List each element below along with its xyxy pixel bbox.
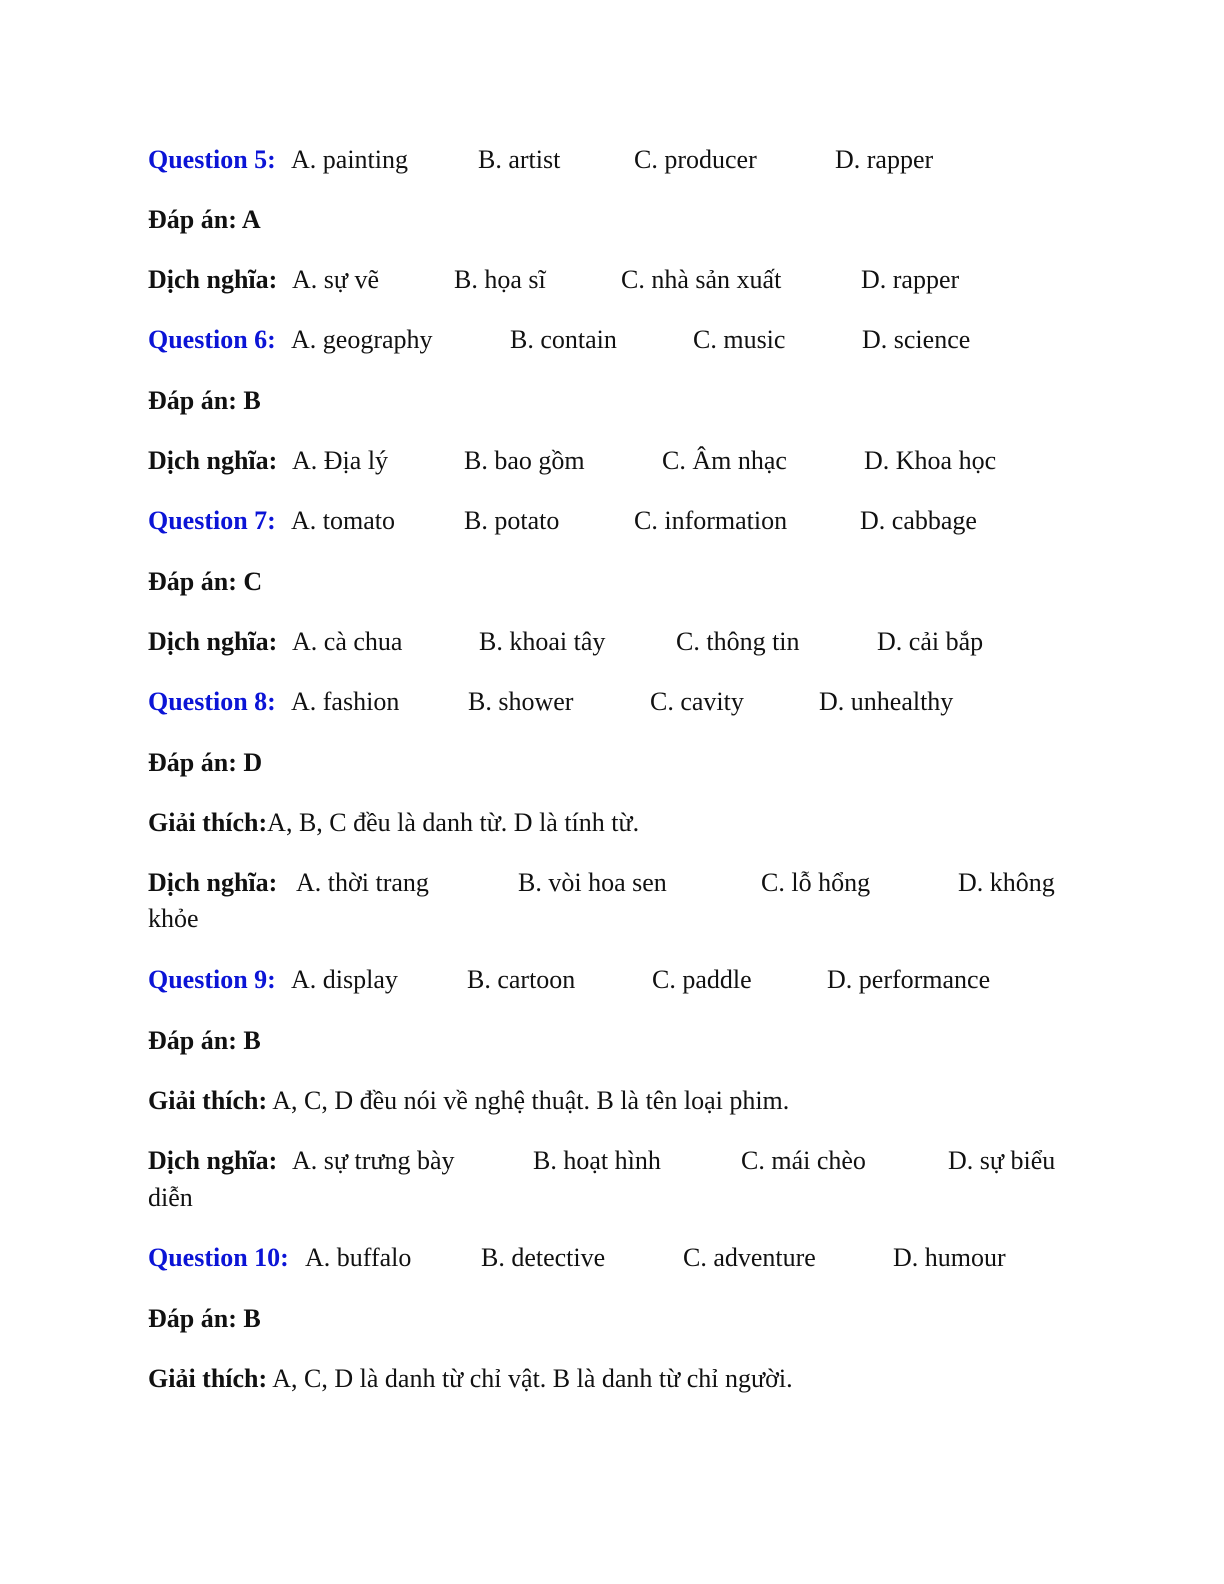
translation-label: Dịch nghĩa: xyxy=(148,446,278,475)
option-b: B. contain xyxy=(510,325,617,354)
option-d: D. cải bắp xyxy=(877,627,984,656)
option-d: D. science xyxy=(862,325,971,354)
option-c: C. lỗ hổng xyxy=(761,868,871,897)
answer-10: Đáp án: B xyxy=(148,1304,261,1333)
question-10-row xyxy=(148,1240,289,1276)
option-c: C. thông tin xyxy=(676,627,800,656)
answer-7: Đáp án: C xyxy=(148,567,263,596)
translation-label: Dịch nghĩa: xyxy=(148,868,278,897)
option-c: C. producer xyxy=(634,145,757,174)
option-b: B. shower xyxy=(468,687,574,716)
answer-5: Đáp án: A xyxy=(148,205,261,234)
option-b: B. hoạt hình xyxy=(533,1146,661,1175)
option-a: A. sự trưng bày xyxy=(292,1146,455,1175)
question-label: Question 6: xyxy=(148,325,276,354)
question-label: Question 10: xyxy=(148,1243,289,1272)
option-a: A. fashion xyxy=(291,687,400,716)
option-c: C. Âm nhạc xyxy=(662,446,787,475)
option-b: B. vòi hoa sen xyxy=(518,868,667,897)
explanation-label: Giải thích: xyxy=(148,1086,268,1115)
option-d: D. sự biểu xyxy=(948,1146,1056,1175)
option-d: D. performance xyxy=(827,965,991,994)
translation-5-row xyxy=(148,262,277,298)
translation-label: Dịch nghĩa: xyxy=(148,1146,278,1175)
option-b: B. detective xyxy=(481,1243,606,1272)
answer-8: Đáp án: D xyxy=(148,748,263,777)
translation-continuation: khỏe xyxy=(148,904,199,933)
option-d: D. rapper xyxy=(835,145,934,174)
option-c: C. music xyxy=(693,325,786,354)
explanation-text: A, B, C đều là danh từ. D là tính từ. xyxy=(267,808,640,837)
option-c: C. paddle xyxy=(652,965,752,994)
option-d: D. rapper xyxy=(861,265,960,294)
option-b: B. khoai tây xyxy=(479,627,606,656)
question-5-row xyxy=(148,142,276,178)
option-d: D. humour xyxy=(893,1243,1006,1272)
explanation-8 xyxy=(148,805,639,841)
question-6-row xyxy=(148,322,276,358)
question-label: Question 8: xyxy=(148,687,276,716)
explanation-text: A, C, D đều nói về nghệ thuật. B là tên loại phim. xyxy=(272,1086,790,1115)
option-a: A. display xyxy=(291,965,398,994)
explanation-label: Giải thích: xyxy=(148,808,268,837)
option-d: D. unhealthy xyxy=(819,687,954,716)
option-d: D. cabbage xyxy=(860,506,977,535)
question-7-row xyxy=(148,503,276,539)
option-d: D. Khoa học xyxy=(864,446,997,475)
answer-9: Đáp án: B xyxy=(148,1026,261,1055)
question-8-row xyxy=(148,684,276,720)
option-c: C. information xyxy=(634,506,788,535)
question-9-row xyxy=(148,962,276,998)
option-d: D. không xyxy=(958,868,1055,897)
translation-label: Dịch nghĩa: xyxy=(148,265,278,294)
option-b: B. potato xyxy=(464,506,560,535)
answer-6: Đáp án: B xyxy=(148,386,261,415)
explanation-9 xyxy=(148,1083,789,1119)
option-a: A. geography xyxy=(291,325,433,354)
translation-continuation: diễn xyxy=(148,1183,193,1212)
translation-6-row xyxy=(148,443,277,479)
translation-7-row xyxy=(148,624,277,660)
option-c: C. nhà sản xuất xyxy=(621,265,782,294)
question-label: Question 5: xyxy=(148,145,276,174)
translation-9-row xyxy=(148,1143,277,1179)
option-a: A. thời trang xyxy=(296,868,429,897)
option-a: A. painting xyxy=(291,145,408,174)
option-c: C. adventure xyxy=(683,1243,816,1272)
question-label: Question 9: xyxy=(148,965,276,994)
translation-8-row xyxy=(148,865,277,901)
option-c: C. cavity xyxy=(650,687,744,716)
explanation-10 xyxy=(148,1361,793,1397)
option-a: A. buffalo xyxy=(305,1243,412,1272)
option-b: B. họa sĩ xyxy=(454,265,546,294)
translation-label: Dịch nghĩa: xyxy=(148,627,278,656)
option-c: C. mái chèo xyxy=(741,1146,866,1175)
option-b: B. cartoon xyxy=(467,965,576,994)
question-label: Question 7: xyxy=(148,506,276,535)
option-a: A. cà chua xyxy=(292,627,403,656)
option-a: A. Địa lý xyxy=(292,446,389,475)
option-a: A. tomato xyxy=(291,506,395,535)
explanation-label: Giải thích: xyxy=(148,1364,268,1393)
option-a: A. sự vẽ xyxy=(292,265,380,294)
option-b: B. artist xyxy=(478,145,561,174)
option-b: B. bao gồm xyxy=(464,446,585,475)
explanation-text: A, C, D là danh từ chỉ vật. B là danh từ chỉ người. xyxy=(272,1364,793,1393)
